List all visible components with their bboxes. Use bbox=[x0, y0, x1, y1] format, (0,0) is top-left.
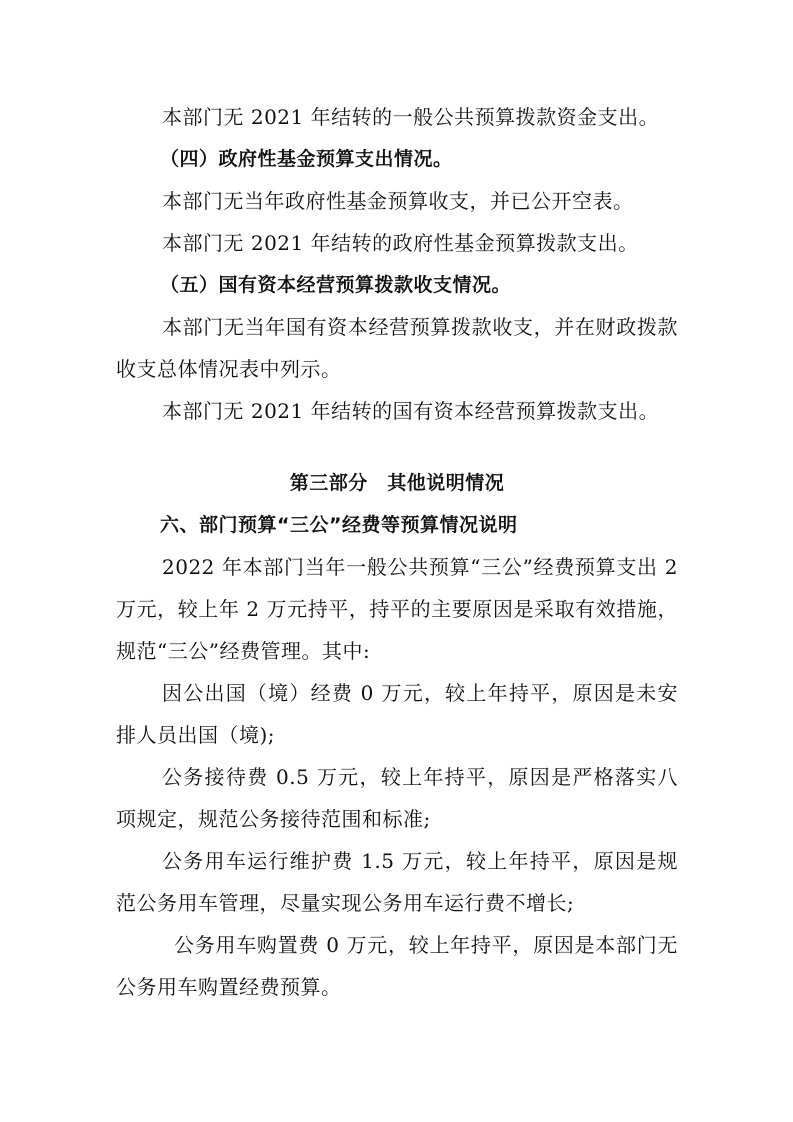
paragraph-general-budget-carryover: 本部门无 2021 年结转的一般公共预算拨款资金支出。 bbox=[162, 105, 660, 129]
paragraph-vehicle-purchase-expense: 公务用车购置费 0 万元，较上年持平，原因是本部门无公务用车购置经费预算。 bbox=[116, 933, 678, 999]
paragraph-three-public-summary: 2022 年本部门当年一般公共预算“三公”经费预算支出 2 万元，较上年 2 万元持平，持平的主要原因是采取有效措施，规范“三公”经费管理。其中: bbox=[116, 555, 678, 663]
paragraph-state-capital-current: 本部门无当年国有资本经营预算拨款收支，并在财政拨款收支总体情况表中列示。 bbox=[116, 315, 678, 381]
paragraph-government-fund-carryover: 本部门无 2021 年结转的政府性基金预算拨款支出。 bbox=[162, 231, 639, 255]
document-page bbox=[116, 96, 678, 1008]
paragraph-reception-expense: 公务接待费 0.5 万元，较上年持平，原因是严格落实八项规定，规范公务接待范围和标准; bbox=[116, 765, 678, 831]
paragraph-vehicle-operation-expense: 公务用车运行维护费 1.5 万元，较上年持平，原因是规范公务用车管理，尽量实现公务用车运行费不增长; bbox=[116, 849, 678, 915]
heading-state-capital: （五）国有资本经营预算拨款收支情况。 bbox=[160, 274, 512, 296]
heading-government-fund: （四）政府性基金预算支出情况。 bbox=[160, 148, 453, 170]
part-three-title: 第三部分 其他说明情况 bbox=[289, 472, 505, 494]
section-six-title: 六、部门预算“三公”经费等预算情况说明 bbox=[160, 514, 518, 536]
paragraph-government-fund-current: 本部门无当年政府性基金预算收支，并已公开空表。 bbox=[162, 189, 634, 213]
paragraph-abroad-expense: 因公出国（境）经费 0 万元，较上年持平，原因是未安排人员出国（境); bbox=[116, 681, 678, 747]
paragraph-state-capital-carryover: 本部门无 2021 年结转的国有资本经营预算拨款支出。 bbox=[162, 399, 660, 423]
